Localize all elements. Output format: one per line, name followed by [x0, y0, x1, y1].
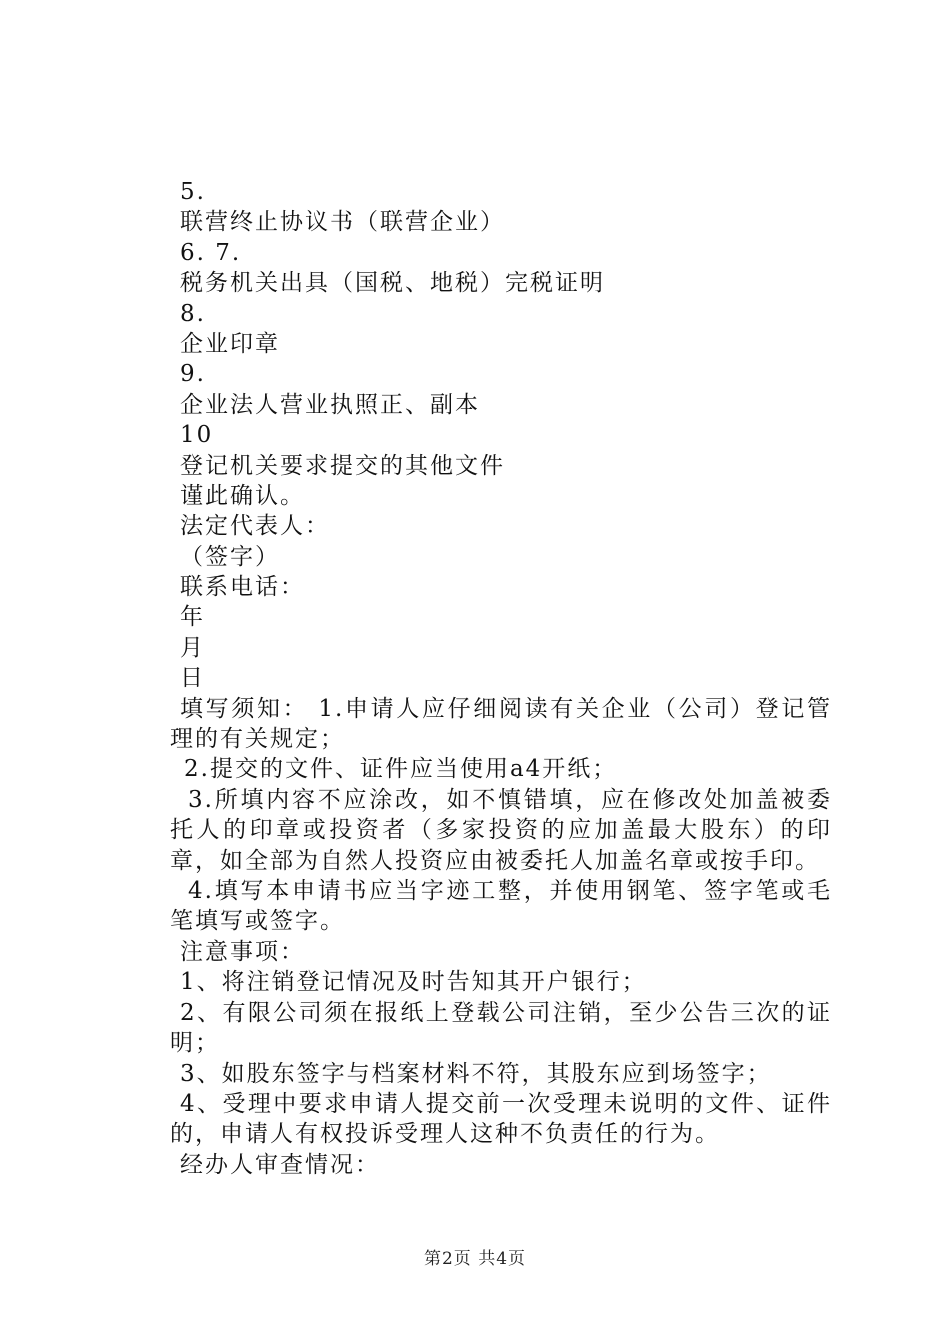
item-text: 企业印章: [180, 330, 280, 357]
date-month-label: 月: [180, 634, 205, 661]
page-footer: 第2页 共4页: [423, 1249, 527, 1269]
item-text: 税务机关出具（国税、地税）完税证明: [180, 270, 605, 297]
item-number: 6. 7.: [180, 239, 242, 266]
item-text: 登记机关要求提交的其他文件: [180, 452, 505, 479]
phone-label: 联系电话：: [180, 574, 305, 601]
instruction-paragraph: 4.填写本申请书应当字迹工整，并使用钢笔、签字笔或毛笔填写或签字。: [170, 878, 832, 935]
legal-representative-label: 法定代表人：: [180, 513, 330, 540]
confirmation-text: 谨此确认。: [180, 482, 305, 509]
item-number: 5.: [180, 179, 206, 205]
date-year-label: 年: [180, 604, 205, 631]
note-item: 2、有限公司须在报纸上登载公司注销，至少公告三次的证明；: [170, 999, 832, 1057]
item-number: 8.: [180, 300, 206, 327]
item-text: 企业法人营业执照正、副本: [180, 391, 480, 418]
item-number: 10: [180, 422, 214, 449]
note-item: 3、如股东签字与档案材料不符，其股东应到场签字；: [180, 1060, 772, 1087]
date-day-label: 日: [180, 665, 205, 692]
note-item: 1、将注销登记情况及时告知其开户银行；: [180, 969, 647, 996]
signature-label: （签字）: [180, 543, 280, 570]
note-item: 4、受理中要求申请人提交前一次受理未说明的文件、证件的，申请人有权投诉受理人这种不负责任的行为。: [170, 1090, 832, 1148]
item-text: 联营终止协议书（联营企业）: [180, 209, 505, 236]
instruction-paragraph: 填写须知： 1.申请人应仔细阅读有关企业（公司）登记管理的有关规定；: [170, 695, 832, 753]
instruction-paragraph: 3.所填内容不应涂改，如不慎错填，应在修改处加盖被委托人的印章或投资者（多家投资的应加盖最大股东）的印章，如全部为自然人投资应由被委托人加盖名章或按手印。: [170, 786, 832, 874]
document-body: [170, 177, 832, 1180]
review-label: 经办人审查情况：: [180, 1151, 380, 1178]
instruction-paragraph: 2.提交的文件、证件应当使用a4开纸；: [184, 756, 618, 783]
notes-heading: 注意事项：: [180, 938, 305, 965]
item-number: 9.: [180, 361, 206, 388]
